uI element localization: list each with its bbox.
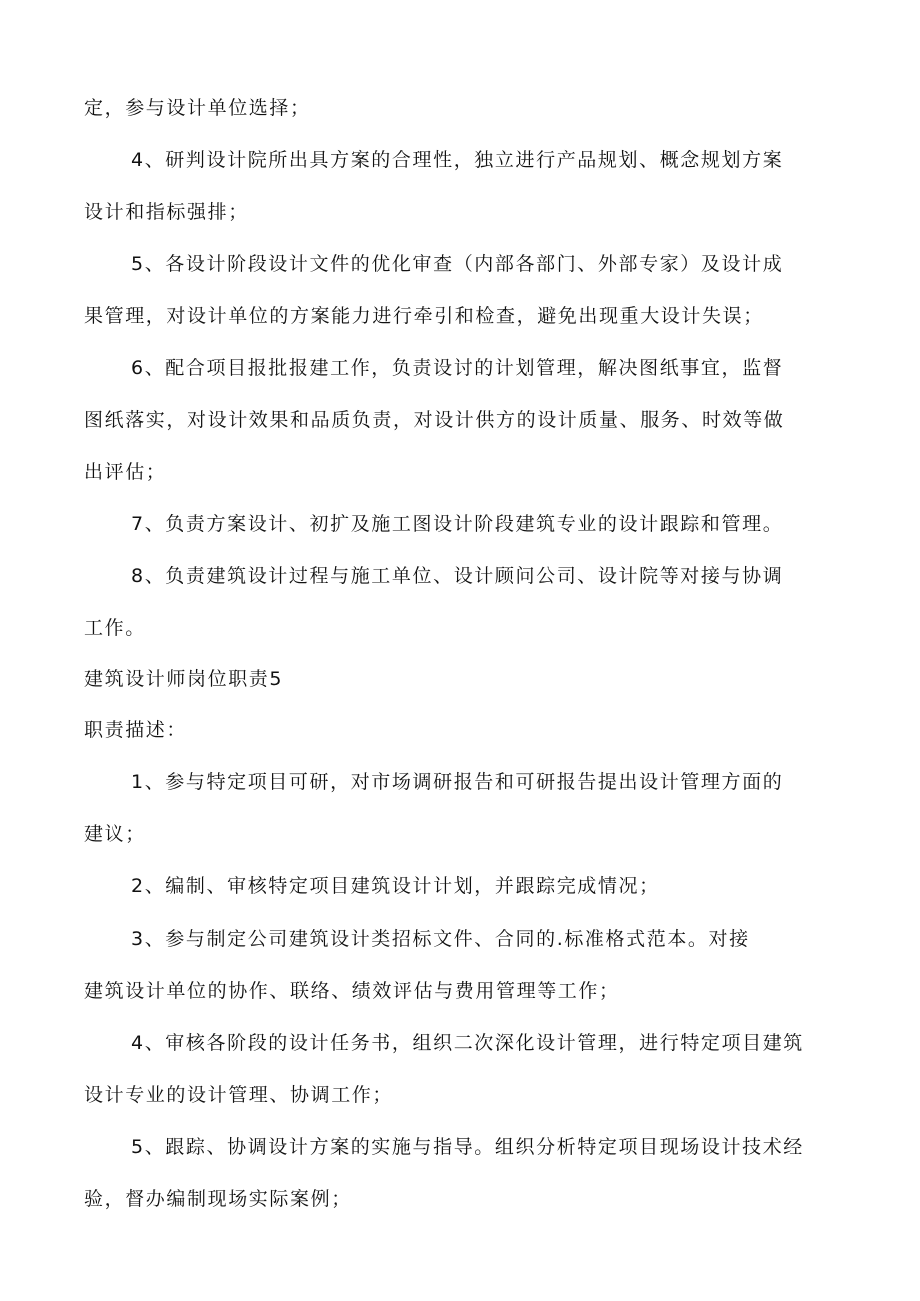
paragraph-line: 图纸落实，对设计效果和品质负责，对设计供方的设计质量、服务、时效等做 — [84, 409, 785, 431]
paragraph-line: 出评估； — [84, 461, 167, 483]
paragraph-line: 建议； — [84, 823, 146, 845]
paragraph-line: 工作。 — [84, 617, 146, 639]
paragraph-line: 6、配合项目报批报建工作，负责设讨的计划管理，解决图纸事宜，监督 — [131, 357, 784, 379]
paragraph-line: 4、研判设计院所出具方案的合理性，独立进行产品规划、概念规划方案 — [131, 149, 784, 171]
paragraph-line: 7、负责方案设计、初扩及施工图设计阶段建筑专业的设计跟踪和管理。 — [131, 513, 784, 535]
paragraph-line: 设计专业的设计管理、协调工作； — [84, 1084, 394, 1106]
paragraph-line: 果管理，对设计单位的方案能力进行牵引和检查，避免出现重大设计失误； — [84, 305, 764, 327]
paragraph-line: 2、编制、审核特定项目建筑设计计划，并跟踪完成情况； — [131, 875, 660, 897]
paragraph-line: 4、审核各阶段的设计任务书，组织二次深化设计管理，进行特定项目建筑 — [131, 1032, 804, 1054]
paragraph-line: 3、参与制定公司建筑设计类招标文件、合同的.标准格式范本。对接 — [131, 928, 750, 950]
section-heading: 建筑设计师岗位职责5 — [84, 668, 284, 690]
paragraph-line: 5、各设计阶段设计文件的优化审查（内部各部门、外部专家）及设计成 — [131, 253, 784, 275]
paragraph-line: 1、参与特定项目可研，对市场调研报告和可研报告提出设计管理方面的 — [131, 771, 784, 793]
paragraph-line: 8、负责建筑设计过程与施工单位、设计顾问公司、设计院等对接与协调 — [131, 565, 784, 587]
paragraph-line: 定，参与设计单位选择； — [84, 97, 311, 119]
paragraph-line: 建筑设计单位的协作、联络、绩效评估与费用管理等工作； — [84, 980, 620, 1002]
paragraph-line: 验，督办编制现场实际案例； — [84, 1188, 352, 1210]
paragraph-line: 5、跟踪、协调设计方案的实施与指导。组织分析特定项目现场设计技术经 — [131, 1136, 804, 1158]
section-subheading: 职责描述： — [84, 719, 188, 741]
paragraph-line: 设计和指标强排； — [84, 201, 249, 223]
